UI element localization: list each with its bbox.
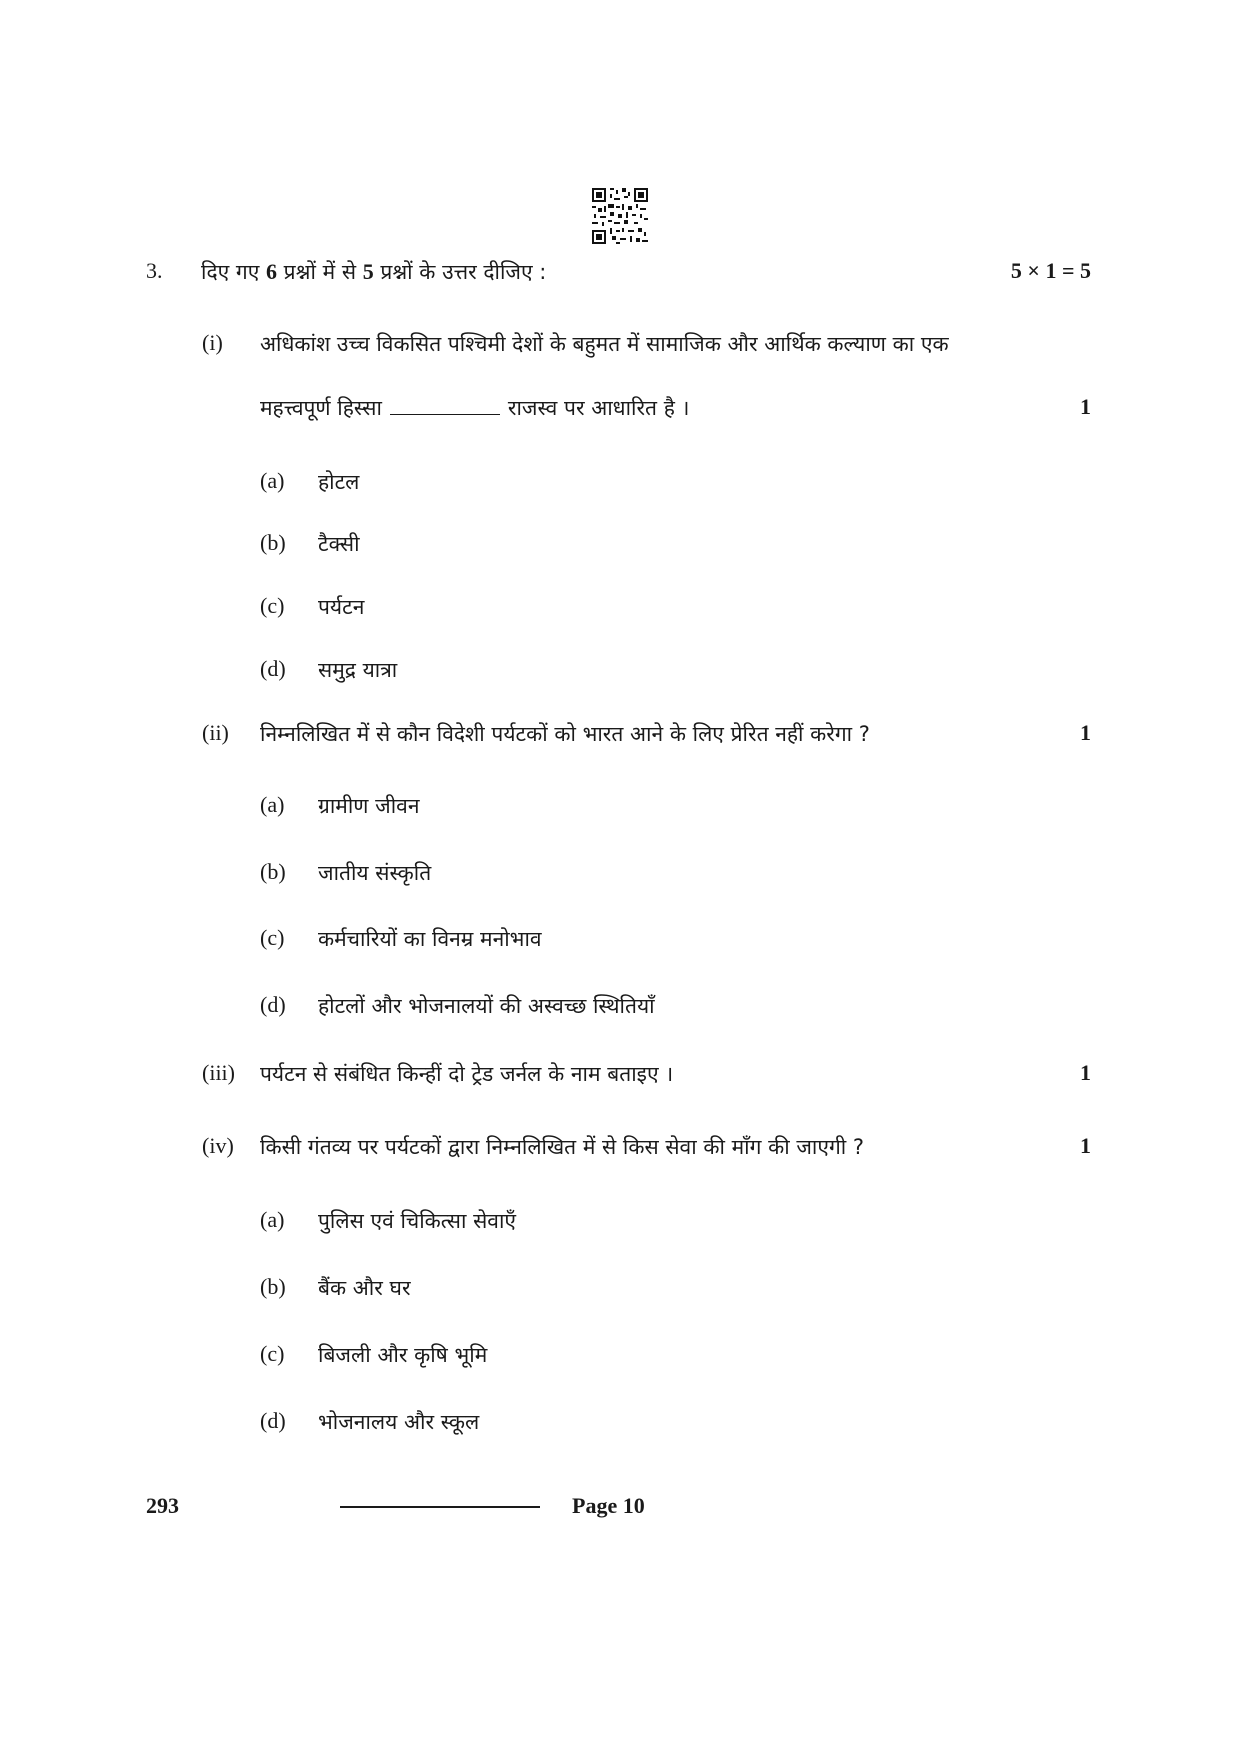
option-text: ग्रामीण जीवन: [318, 794, 420, 818]
option-text: टैक्सी: [318, 532, 360, 556]
option-text: होटल: [318, 470, 360, 494]
page-number: Page 10: [572, 1493, 645, 1518]
option-text: कर्मचारियों का विनम्र मनोभाव: [318, 927, 542, 951]
option-text: होटलों और भोजनालयों की अस्वच्छ स्थितियाँ: [318, 994, 655, 1018]
instruction-text: प्रश्नों के उत्तर दीजिए :: [373, 260, 547, 284]
subquestion-label: (ii): [202, 720, 229, 745]
option-text: बिजली और कृषि भूमि: [318, 1343, 488, 1367]
option-label: (a): [260, 792, 285, 817]
instruction-number: 5: [362, 259, 374, 284]
fill-in-blank: [390, 414, 500, 415]
subquestion-text: किसी गंतव्य पर पर्यटकों द्वारा निम्नलिखित में से किस सेवा की माँग की जाएगी ?: [260, 1135, 865, 1159]
footer-divider: [340, 1506, 540, 1508]
option-label: (b): [260, 859, 286, 884]
option-text: पर्यटन: [318, 595, 365, 619]
subquestion-label: (iii): [202, 1060, 235, 1085]
subquestion-text: [260, 394, 690, 422]
subquestion-text-part: राजस्व पर आधारित है ।: [507, 396, 690, 420]
subquestion-label: (i): [202, 330, 223, 355]
total-marks: 5 × 1 = 5: [1010, 258, 1091, 283]
instruction-text: दिए गए: [201, 260, 266, 284]
option-label: (b): [260, 1274, 286, 1299]
option-label: (a): [260, 1207, 285, 1232]
subquestion-label: (iv): [202, 1133, 234, 1158]
option-label: (c): [260, 593, 285, 618]
option-label: (d): [260, 656, 286, 681]
option-text: जातीय संस्कृति: [318, 861, 432, 885]
option-text: पुलिस एवं चिकित्सा सेवाएँ: [318, 1209, 517, 1233]
subquestion-marks: 1: [1080, 394, 1091, 419]
subquestion-text: पर्यटन से संबंधित किन्हीं दो ट्रेड जर्नल के नाम बताइए ।: [260, 1062, 674, 1086]
option-label: (d): [260, 1408, 286, 1433]
instruction-text: प्रश्नों में से: [277, 260, 363, 284]
option-label: (c): [260, 1341, 285, 1366]
option-text: भोजनालय और स्कूल: [318, 1410, 480, 1434]
option-text: बैंक और घर: [318, 1276, 411, 1300]
option-label: (d): [260, 992, 286, 1017]
option-label: (a): [260, 468, 285, 493]
subquestion-marks: 1: [1080, 720, 1091, 745]
option-label: (b): [260, 530, 286, 555]
instruction-number: 6: [266, 259, 277, 284]
question-number: 3.: [146, 258, 163, 283]
subquestion-text-part: महत्त्वपूर्ण हिस्सा: [260, 396, 382, 420]
subquestion-text: निम्नलिखित में से कौन विदेशी पर्यटकों को भारत आने के लिए प्रेरित नहीं करेगा ?: [260, 722, 870, 746]
subquestion-text: अधिकांश उच्च विकसित पश्चिमी देशों के बहुमत में सामाजिक और आर्थिक कल्याण का एक: [260, 332, 949, 356]
subquestion-marks: 1: [1080, 1060, 1091, 1085]
paper-code: 293: [146, 1493, 179, 1518]
subquestion-marks: 1: [1080, 1133, 1091, 1158]
qr-code: [592, 188, 648, 244]
option-text: समुद्र यात्रा: [318, 658, 398, 682]
option-label: (c): [260, 925, 285, 950]
question-instruction: [201, 258, 546, 286]
